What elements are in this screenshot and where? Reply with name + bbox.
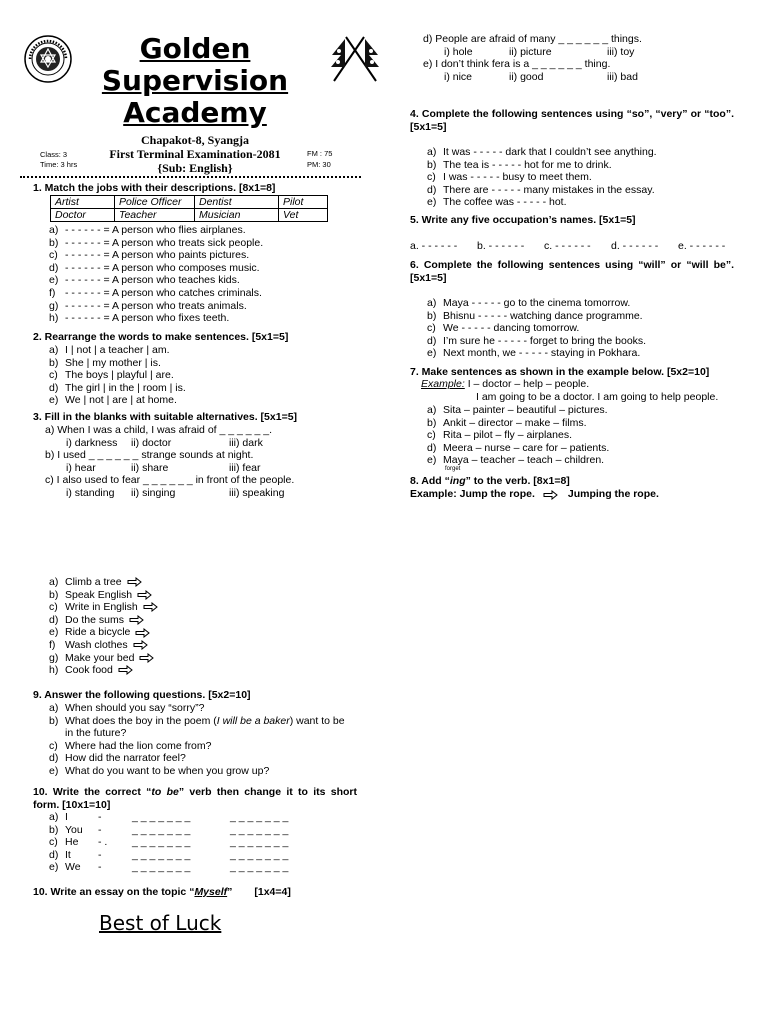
question-5-title: 5. Write any five occupation’s names. [5x1=5] bbox=[410, 214, 636, 226]
question-6-title: 6. Complete the following sentences using “will” or “will be”. [5x1=5] bbox=[410, 259, 734, 284]
q3-options-e bbox=[423, 71, 743, 84]
job-cell: Vet bbox=[279, 209, 328, 222]
option: i) hole bbox=[444, 45, 473, 58]
full-marks: FM : 75 bbox=[307, 149, 333, 158]
question-2-items bbox=[49, 344, 359, 407]
q3-sentence-d: d) People are afraid of many _ _ _ _ _ _ things. bbox=[423, 33, 642, 45]
question-3-title: 3. Fill in the blanks with suitable alternatives. [5x1=5] bbox=[33, 411, 298, 423]
list-item: f) - - - - - - = A person who catches criminals. bbox=[49, 286, 262, 299]
q3-options-a bbox=[45, 437, 360, 450]
list-item: e) Maya – teacher – teach – children. bbox=[427, 454, 605, 467]
list-item: a) - - - - - - = A person who flies airplanes. bbox=[49, 224, 246, 236]
question-10-essay: 10. Write an essay on the topic “Myself” [1x4=4] bbox=[33, 886, 291, 898]
option: ii) doctor bbox=[131, 436, 172, 449]
q3-options-b bbox=[45, 462, 360, 475]
question-10-rows bbox=[49, 811, 349, 874]
question-9-title: 9. Answer the following questions. [5x2=10] bbox=[33, 689, 251, 701]
question-9-items bbox=[49, 702, 364, 778]
closing-message: Best of Luck bbox=[99, 911, 222, 935]
option: ii) share bbox=[131, 461, 169, 474]
list-item: b) Bhisnu - - - - - watching dance programme. bbox=[427, 309, 643, 322]
option: i) darkness bbox=[66, 436, 118, 449]
job-cell: Doctor bbox=[51, 209, 115, 222]
q3-sentence-a: a) When I was a child, I was afraid of _ _ _ _ _ _. bbox=[45, 424, 273, 436]
option: iii) speaking bbox=[229, 486, 285, 499]
arrow-right-icon bbox=[543, 490, 558, 500]
list-item: b) The tea is - - - - - hot for me to drink. bbox=[427, 158, 612, 171]
jobs-row bbox=[51, 196, 328, 209]
arrow-right-icon bbox=[135, 628, 150, 638]
question-8-title: 8. Add “ing” to the verb. [8x1=8] bbox=[410, 475, 570, 487]
q3-options-d bbox=[423, 46, 743, 59]
list-item: c) The boys | playful | are. bbox=[49, 369, 174, 382]
list-item: e) The coffee was - - - - - hot. bbox=[427, 196, 567, 209]
list-item: a) Sita – painter – beautiful – pictures. bbox=[427, 404, 608, 416]
list-item: d) - - - - - - = A person who composes music. bbox=[49, 261, 260, 274]
question-1-title: 1. Match the jobs with their descriptions. [8x1=8] bbox=[33, 182, 276, 194]
question-1-items bbox=[49, 224, 359, 325]
list-item: a) It was - - - - - dark that I couldn’t see anything. bbox=[427, 146, 657, 158]
question-7-items bbox=[427, 404, 737, 467]
job-cell: Teacher bbox=[115, 209, 195, 222]
job-cell: Pilot bbox=[279, 196, 328, 209]
pass-marks: PM: 30 bbox=[307, 160, 331, 169]
arrow-right-icon bbox=[118, 665, 133, 675]
table-row: d) It - _ _ _ _ _ _ _ _ _ _ _ _ _ _ bbox=[49, 848, 289, 861]
list-item: b) Speak English bbox=[49, 589, 249, 602]
question-3-body bbox=[45, 424, 360, 500]
subject-label: {Sub: English} bbox=[157, 161, 233, 175]
job-cell: Artist bbox=[51, 196, 115, 209]
list-item: e) - - - - - - = A person who teaches kids. bbox=[49, 274, 240, 287]
job-cell: Police Officer bbox=[115, 196, 195, 209]
list-item: f) Wash clothes bbox=[49, 639, 249, 652]
list-item: c) Where had the lion come from? bbox=[49, 739, 212, 752]
arrow-right-icon bbox=[133, 640, 148, 650]
option: i) nice bbox=[444, 70, 473, 83]
school-logo bbox=[24, 35, 72, 83]
list-item: d) Meera – nurse – care for – patients. bbox=[427, 441, 610, 454]
school-name-line-3: Academy bbox=[123, 96, 267, 129]
option: i) hear bbox=[66, 461, 96, 474]
list-item: d) The girl | in the | room | is. bbox=[49, 381, 186, 394]
arrow-right-icon bbox=[127, 577, 142, 587]
question-4-items bbox=[427, 146, 737, 209]
class-label: Class: 3 bbox=[40, 150, 68, 159]
list-item: a) Climb a tree bbox=[49, 576, 249, 589]
q3-sentence-e: e) I don’t think fera is a _ _ _ _ _ _ thing. bbox=[423, 58, 611, 71]
option: ii) good bbox=[509, 70, 544, 83]
jobs-table bbox=[50, 195, 328, 222]
blank: c. - - - - - - bbox=[544, 240, 591, 252]
table-row: b) You - _ _ _ _ _ _ _ _ _ _ _ _ _ _ bbox=[49, 823, 289, 836]
option: ii) picture bbox=[509, 45, 552, 58]
blank: a. - - - - - - bbox=[410, 240, 458, 252]
list-item: b) What does the boy in the poem (I will be a baker) want to be in the future? bbox=[49, 714, 345, 740]
list-item: c) Rita – pilot – fly – airplanes. bbox=[427, 429, 572, 442]
question-7-example: Example: I – doctor – help – people. I am going to be a doctor. I am going to help people. bbox=[421, 378, 719, 403]
option: i) standing bbox=[66, 486, 115, 499]
question-10-title: 10. Write the correct “to be” verb then change it to its short form. [10x1=10] bbox=[33, 786, 357, 811]
exam-title: First Terminal Examination-2081 bbox=[109, 147, 281, 161]
option: iii) bad bbox=[607, 70, 638, 83]
list-item: e) Ride a bicycle bbox=[49, 626, 249, 639]
option: iii) dark bbox=[229, 436, 263, 449]
school-name-line-2: Supervision bbox=[101, 64, 289, 97]
table-row: e) We - _ _ _ _ _ _ _ _ _ _ _ _ _ _ bbox=[49, 861, 289, 874]
table-row: c) He - . _ _ _ _ _ _ _ _ _ _ _ _ _ _ bbox=[49, 836, 289, 849]
list-item: c) We - - - - - dancing tomorrow. bbox=[427, 322, 580, 335]
option: ii) singing bbox=[131, 486, 176, 499]
school-address: Chapakot-8, Syangja bbox=[140, 133, 250, 147]
question-2-title: 2. Rearrange the words to make sentences. [5x1=5] bbox=[33, 331, 289, 343]
question-8-items bbox=[49, 576, 249, 677]
option: iii) fear bbox=[229, 461, 261, 474]
list-item: d) I’m sure he - - - - - forget to bring the books. bbox=[427, 334, 647, 347]
option: iii) toy bbox=[607, 45, 635, 58]
nepal-flags-icon bbox=[328, 33, 382, 83]
list-item: a) Maya - - - - - go to the cinema tomorrow. bbox=[427, 297, 631, 309]
q3-options-c bbox=[45, 487, 360, 500]
list-item: b) Ankit – director – make – films. bbox=[427, 416, 587, 429]
arrow-right-icon bbox=[129, 615, 144, 625]
small-note: forget bbox=[445, 466, 461, 472]
q3-sentence-c: c) I also used to fear _ _ _ _ _ _ in front of the people. bbox=[45, 474, 295, 487]
arrow-right-icon bbox=[143, 602, 158, 612]
list-item: c) I was - - - - - busy to meet them. bbox=[427, 171, 592, 184]
list-item: d) Do the sums bbox=[49, 614, 249, 627]
list-item: h) - - - - - - = A person who fixes teeth. bbox=[49, 312, 230, 325]
blank: e. - - - - - - bbox=[678, 240, 726, 252]
question-8-example: Example: Jump the rope. Jumping the rope. bbox=[410, 488, 659, 500]
jobs-row bbox=[51, 209, 328, 222]
arrow-right-icon bbox=[137, 590, 152, 600]
job-cell: Musician bbox=[195, 209, 279, 222]
blank: b. - - - - - - bbox=[477, 240, 525, 252]
header-divider bbox=[20, 176, 361, 178]
list-item: c) Write in English bbox=[49, 601, 249, 614]
school-name bbox=[95, 33, 295, 129]
list-item: e) Next month, we - - - - - staying in Pokhara. bbox=[427, 347, 641, 360]
question-6-items bbox=[427, 297, 737, 360]
list-item: h) Cook food bbox=[49, 664, 249, 677]
list-item: g) - - - - - - = A person who treats animals. bbox=[49, 299, 247, 312]
list-item: d) There are - - - - - many mistakes in the essay. bbox=[427, 183, 655, 196]
job-cell: Dentist bbox=[195, 196, 279, 209]
table-row: a) I - _ _ _ _ _ _ _ _ _ _ _ _ _ _ bbox=[49, 811, 289, 823]
time-label: Time: 3 hrs bbox=[40, 160, 78, 169]
list-item: e) We | not | are | at home. bbox=[49, 394, 177, 407]
list-item: e) What do you want to be when you grow up? bbox=[49, 764, 270, 777]
list-item: b) She | my mother | is. bbox=[49, 356, 161, 369]
list-item: b) - - - - - - = A person who treats sick people. bbox=[49, 236, 264, 249]
q3-sentence-b: b) I used _ _ _ _ _ _ strange sounds at night. bbox=[45, 449, 254, 462]
list-item: a) When should you say “sorry”? bbox=[49, 702, 205, 714]
list-item: a) I | not | a teacher | am. bbox=[49, 344, 170, 356]
list-item: c) - - - - - - = A person who paints pictures. bbox=[49, 249, 250, 262]
question-4-title: 4. Complete the following sentences using “so”, “very” or “too”. [5x1=5] bbox=[410, 108, 734, 133]
question-7-title: 7. Make sentences as shown in the example below. [5x2=10] bbox=[410, 366, 710, 378]
list-item: d) How did the narrator feel? bbox=[49, 752, 186, 765]
arrow-right-icon bbox=[139, 653, 154, 663]
school-name-line-1: Golden bbox=[139, 32, 251, 65]
question-5-blanks bbox=[410, 240, 740, 252]
list-item: g) Make your bed bbox=[49, 652, 249, 665]
question-3-continued bbox=[423, 33, 743, 83]
blank: d. - - - - - - bbox=[611, 240, 659, 252]
